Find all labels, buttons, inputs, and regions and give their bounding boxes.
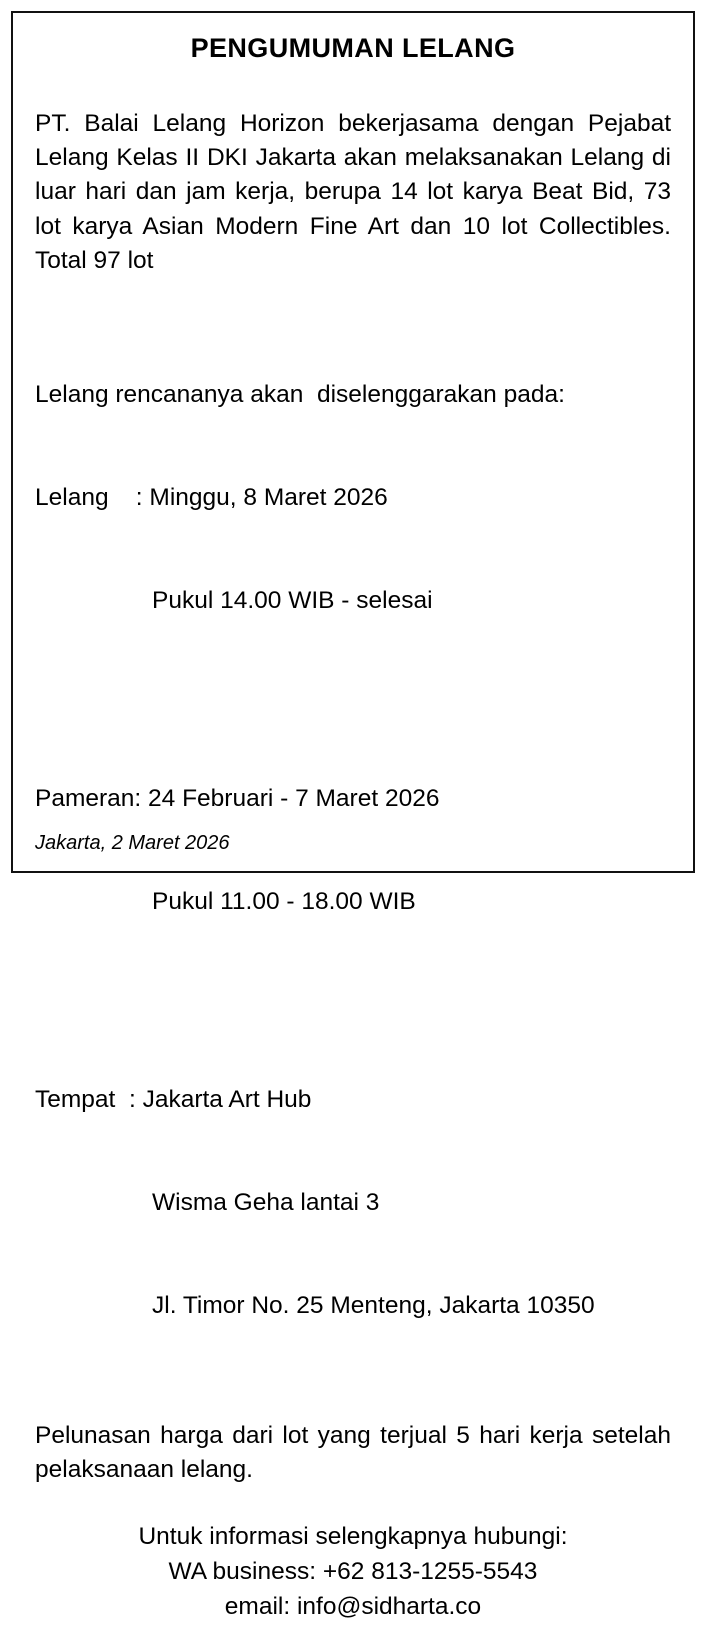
- spacer: [35, 988, 671, 1015]
- venue-name-line: Tempat : Jakarta Art Hub: [35, 1086, 312, 1114]
- contact-heading: Untuk informasi selengkapnya hubungi:: [138, 1522, 568, 1550]
- page-title: PENGUMUMAN LELANG: [190, 33, 516, 63]
- poster-content: [13, 13, 693, 1621]
- footer-place-date: Jakarta, 2 Maret 2026: [35, 832, 230, 854]
- announcement-poster: [11, 11, 695, 1621]
- spacer: [35, 1488, 671, 1519]
- venue-building-line: Wisma Geha lantai 3: [152, 1189, 380, 1217]
- exhibition-time-line: Pukul 11.00 - 18.00 WIB: [152, 887, 416, 915]
- exhibition-date-line: Pameran: 24 Februari - 7 Maret 2026: [35, 785, 440, 813]
- auction-date-line: Lelang : Minggu, 8 Maret 2026: [35, 483, 388, 511]
- contact-block: [35, 1519, 671, 1625]
- spacer: [35, 687, 671, 714]
- intro-paragraph: PT. Balai Lelang Horizon bekerjasama dengan Pejabat Lelang Kelas II DKI Jakarta akan melaksanakan Lelang di luar hari dan jam kerja, berupa 14 lot karya Beat Bid, 73 lot karya Asian Modern Fine Art dan 10 lot Collectibles. Total 97 lot: [35, 109, 678, 274]
- schedule-block: [35, 309, 671, 686]
- contact-email[interactable]: email: info@sidharta.co: [224, 1593, 482, 1621]
- auction-time-line: Pukul 14.00 WIB - selesai: [152, 586, 433, 614]
- spacer: [35, 1392, 671, 1419]
- spacer: [35, 278, 671, 309]
- payment-paragraph: Pelunasan harga dari lot yang terjual 5 hari kerja setelah pelaksanaan lelang.: [35, 1422, 678, 1484]
- venue-block: [35, 1015, 671, 1392]
- schedule-heading: Lelang rencananya akan diselenggarakan pada:: [35, 380, 565, 408]
- venue-address-line: Jl. Timor No. 25 Menteng, Jakarta 10350: [152, 1292, 595, 1320]
- contact-whatsapp[interactable]: WA business: +62 813-1255-5543: [168, 1558, 538, 1585]
